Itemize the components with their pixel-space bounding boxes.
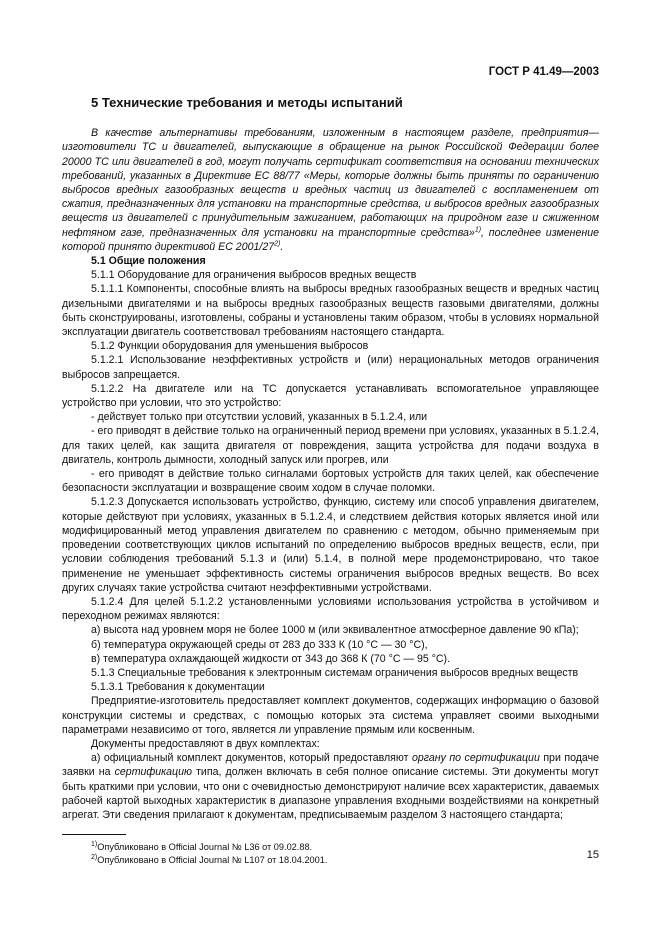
- text-part: типа, должен включать в себя полное описание системы. Эти документы могут быть краткими при условии, что они с очевидностью демонстрируют наличие всех характеристик, даваемых рабочей картой выходных характеристик в диапазоне управления входными воздействиями на конкретный агрегат. Эти сведения прилагают к документам, предписываемым разделом 3 настоящего стандарта;: [62, 766, 599, 821]
- footnote-ref-2: 2): [274, 240, 281, 248]
- footnotes: [62, 841, 599, 866]
- footnote-mark: 1): [91, 841, 98, 849]
- section-title: 5 Технические требования и методы испытаний: [91, 95, 403, 110]
- paragraph: Предприятие-изготовитель предоставляет комплект документов, содержащих информацию о базовой конструкции системы и средствах, с помощью которых эта система управляет своими выходными параметрами независимо от того, является ли управление прямым или косвенным.: [62, 695, 599, 736]
- paragraph: 5.1.2.1 Использование неэффективных устройств и (или) нерациональных методов ограничения выбросов запрещается.: [62, 354, 599, 381]
- paragraph: 5.1.3.1 Требования к документации: [91, 681, 265, 694]
- page-content: [62, 96, 599, 866]
- paragraph-list: [62, 254, 599, 751]
- paragraph: - его приводят в действие только сигналами бортовых устройств для таких целей, как обеспечение безопасности эксплуатации и возвращение своим ходом в случае поломки.: [62, 468, 599, 495]
- emphasis-text: органу по сертификации: [411, 752, 540, 765]
- footnote-text: Опубликовано в Official Journal № L107 от 18.04.2001.: [97, 854, 328, 865]
- document-header: ГОСТ Р 41.49—2003: [488, 66, 599, 78]
- intro-end: .: [280, 240, 284, 253]
- paragraph: в) температура охлаждающей жидкости от 343 до 368 К (70 °С — 95 °С).: [91, 652, 451, 665]
- paragraph: б) температура окружающей среды от 283 до 333 К (10 °С — 30 °С),: [91, 638, 428, 651]
- paragraph: 5.1.2 Функции оборудования для уменьшения выбросов: [91, 340, 369, 353]
- intro-text: В качестве альтернативы требованиям, изложенным в настоящем разделе, предприятия—изготовители ТС и двигателей, выпускающие в обращение на рынок Российской Федерации более 20000 ТС или двигателей в год, могут получать сертификат соответствия на основании технических требований, указанных в Директиве ЕС 88/77 «Меры, которые должны быть приняты по ограничению выбросов вредных газообразных веществ и вредных частиц из двигателей с воспламенением от сжатия, предназначенных для установки на транспортные средства, и выбросов вредных газообразных веществ из двигателей с принудительным зажиганием, работающих на природном газе и сжиженном нефтяном газе, предназначенных для установки на транспортные средства»: [62, 127, 599, 239]
- paragraph: - действует только при отсутствии условий, указанных в 5.1.2.4, или: [91, 411, 428, 424]
- paragraph: 5.1.2.2 На двигателе или на ТС допускается устанавливать вспомогательное управляющее устройство при условии, что это устройство:: [62, 382, 599, 410]
- paragraph: а) высота над уровнем моря не более 1000 м (или эквивалентное атмосферное давление 90 кПа);: [91, 624, 579, 637]
- text-part: а) официальный комплект документов, который предоставляют: [91, 752, 412, 765]
- paragraph: Документы предоставляют в двух комплектах:: [91, 737, 320, 750]
- paragraph: 5.1 Общие положения: [91, 255, 206, 268]
- footnote-text: Опубликовано в Official Journal № L36 от 09.02.88.: [97, 842, 313, 853]
- footnote-divider: [62, 834, 126, 835]
- emphasis-text: сертификацию: [114, 766, 192, 779]
- paragraph: 5.1.3 Специальные требования к электронным системам ограничения выбросов вредных веществ: [91, 666, 579, 679]
- page-number: 15: [586, 849, 599, 861]
- paragraph-official-docs: [62, 751, 599, 822]
- intro-tail: , последнее изменение которой принято директивой ЕС 2001/27: [62, 226, 599, 253]
- paragraph: 5.1.1 Оборудование для ограничения выбросов вредных веществ: [91, 269, 417, 282]
- text-part: при подаче заявки на: [62, 752, 599, 779]
- paragraph: 5.1.2.4 Для целей 5.1.2.2 установленными условиями использования устройства в устойчивом и переходном режимах являются:: [62, 595, 599, 623]
- paragraph: - его приводят в действие только на ограниченный период времени при условиях, указанных в 5.1.2.4, для таких целей, как защита двигателя от повреждения, защита устройства для подачи воздуха в двигатель, контроль дымности, холодный запуск или прогрев, или: [62, 425, 599, 466]
- paragraph: 5.1.1.1 Компоненты, способные влиять на выбросы вредных газообразных веществ и вредных частиц дизельными двигателями и на выбросы вредных газообразных веществ газовыми двигателями, должны быть сконструированы, изготовлены, собраны и установлены таким образом, чтобы в условиях нормальной эксплуатации двигатель соответствовал требованиям настоящего стандарта.: [62, 283, 599, 339]
- footnote: [62, 854, 599, 867]
- footnote-ref-1: 1): [474, 226, 482, 234]
- footnote-mark: 2): [91, 853, 98, 861]
- footnote: [62, 841, 599, 854]
- paragraph: 5.1.2.3 Допускается использовать устройство, функцию, систему или способ управления двигателем, которые действуют при условиях, указанных в 5.1.2.4, и следствием действия которых является иной или модифицированный метод управления двигателем по сравнению с методом, обычно применяемым при проведении соответствующих циклов испытаний по определению выбросов вредных веществ, если, при условии соблюдения требований 5.1.3 и (или) 5.1.4, в полной мере продемонстрировано, что такое применение не уменьшает эффективность системы ограничения выбросов вредных веществ. Во всех других случаях такие устройства считают неэффективными устройствами.: [62, 496, 599, 594]
- intro-paragraph: [62, 126, 599, 254]
